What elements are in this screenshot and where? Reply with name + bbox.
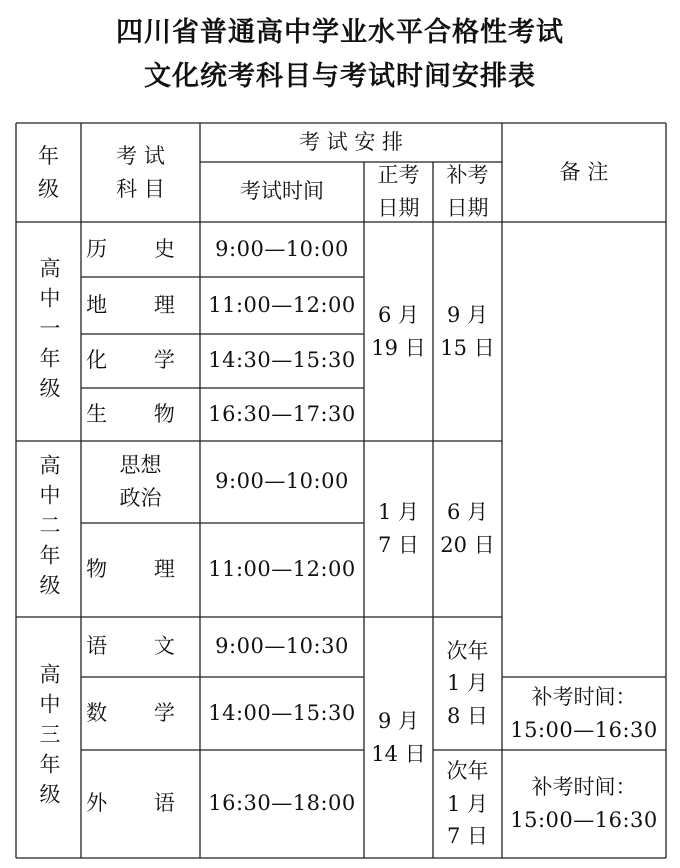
time-cell: 9:00—10:30 — [215, 634, 349, 659]
header-subject: 考 试 科 目 — [116, 143, 165, 201]
header-grade: 年 级 — [38, 143, 59, 201]
time-cell: 14:00—15:30 — [208, 700, 356, 725]
header-exam-time: 考试时间 — [240, 179, 324, 204]
subject-cell: 地 理 — [86, 292, 195, 317]
time-cell: 11:00—12:00 — [208, 557, 356, 582]
grade-cell: 高中一年级 — [37, 256, 61, 407]
makeup-date-cell: 9 月 15 日 — [440, 302, 495, 360]
main-date-cell: 1 月 7 日 — [377, 500, 420, 557]
time-cell: 14:30—15:30 — [208, 348, 356, 373]
subject-cell: 思想 政治 — [119, 453, 162, 510]
main-date-cell: 6 月 19 日 — [371, 302, 426, 360]
time-cell: 11:00—12:00 — [208, 292, 356, 317]
time-cell: 16:30—17:30 — [208, 401, 356, 426]
subject-cell: 历 史 — [86, 236, 195, 261]
page-subtitle: 文化统考科目与考试时间安排表 — [144, 61, 536, 92]
header-arrangement: 考 试 安 排 — [298, 129, 404, 154]
header-remarks: 备 注 — [559, 159, 609, 184]
subject-cell: 化 学 — [86, 348, 195, 373]
makeup-date-cell: 次年 1 月 7 日 — [446, 759, 489, 849]
page-title: 四川省普通高中学业水平合格性考试 — [116, 17, 564, 48]
time-cell: 16:30—18:00 — [208, 791, 356, 816]
time-cell: 9:00—10:00 — [215, 236, 349, 261]
grade-cell: 高中二年级 — [37, 454, 61, 604]
main-date-cell: 9 月 14 日 — [371, 708, 426, 766]
makeup-date-cell: 6 月 20 日 — [440, 500, 495, 557]
makeup-date-cell: 次年 1 月 8 日 — [446, 638, 489, 728]
grade-cell: 高中三年级 — [37, 662, 61, 813]
time-cell: 9:00—10:00 — [215, 469, 349, 494]
subject-cell: 数 学 — [86, 700, 195, 725]
subject-cell: 生 物 — [86, 401, 195, 426]
subject-cell: 语 文 — [86, 634, 195, 659]
remark-cell: 补考时间： 15:00—16:30 — [510, 775, 658, 832]
header-makeup-date: 补考 日期 — [446, 163, 489, 220]
subject-cell: 外 语 — [86, 791, 195, 816]
header-main-date: 正考 日期 — [377, 163, 420, 220]
remark-cell: 补考时间： 15:00—16:30 — [510, 684, 658, 742]
subject-cell: 物 理 — [86, 557, 195, 582]
